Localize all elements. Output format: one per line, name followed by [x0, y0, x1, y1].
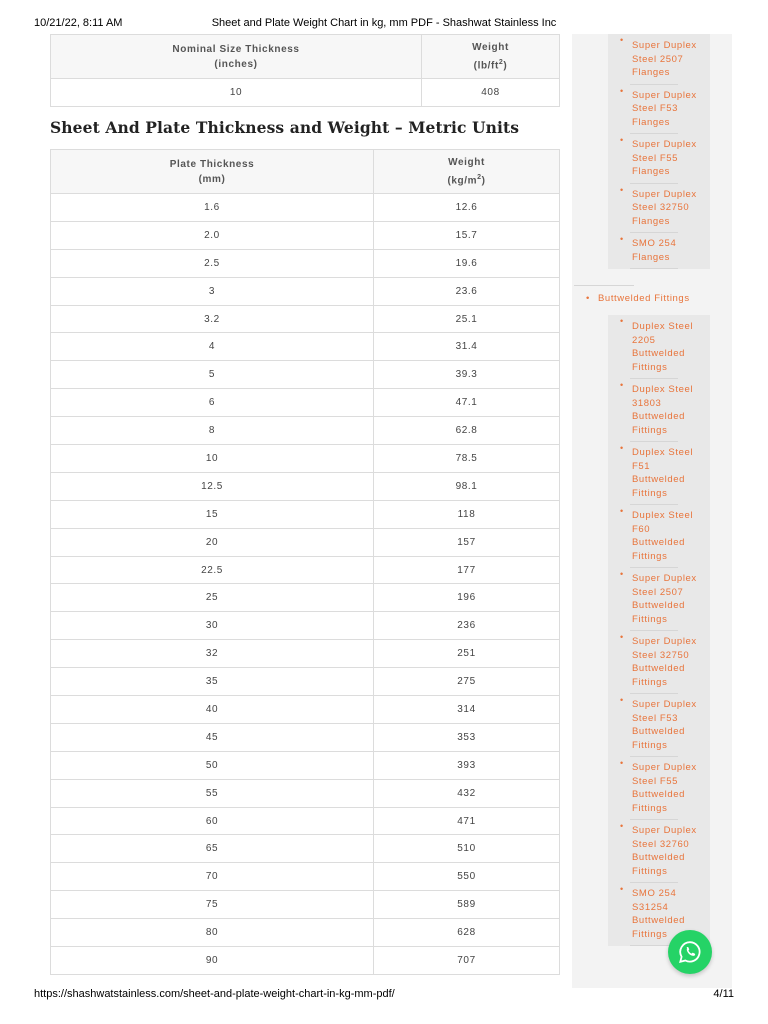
sidebar-link-text: Buttwelded — [632, 789, 686, 800]
table-row — [51, 472, 560, 500]
sidebar-link-text: Buttwelded — [632, 915, 686, 926]
cell-weight: 47.1 — [374, 389, 560, 417]
bullet-icon: • — [620, 758, 624, 768]
bullet-icon: • — [620, 884, 624, 894]
sidebar-link-text: Buttwelded — [632, 852, 686, 863]
cell-weight: 98.1 — [374, 472, 560, 500]
main-column — [36, 34, 572, 988]
cell-weight: 589 — [374, 891, 560, 919]
cell-weight: 408 — [422, 79, 560, 107]
cell-thickness: 35 — [51, 668, 374, 696]
sidebar-link[interactable] — [608, 184, 710, 233]
table-row — [51, 919, 560, 947]
bullet-icon: • — [620, 443, 624, 453]
sidebar-link[interactable] — [608, 233, 710, 268]
cell-thickness: 20 — [51, 528, 374, 556]
cell-thickness: 2.0 — [51, 221, 374, 249]
sidebar-link-text: 31803 — [632, 397, 662, 409]
bullet-icon: • — [620, 135, 624, 145]
sidebar-link-text: Buttwelded — [632, 411, 686, 422]
print-page-number: 4/11 — [713, 988, 734, 1000]
sidebar-link-text: Fittings — [632, 802, 668, 814]
sidebar-link[interactable] — [608, 505, 710, 567]
sidebar-link-text: Flanges — [632, 251, 670, 263]
cell-weight: 23.6 — [374, 277, 560, 305]
cell-weight: 236 — [374, 612, 560, 640]
cell-thickness: 6 — [51, 389, 374, 417]
sidebar-link-text: Fittings — [632, 613, 668, 625]
sidebar-link-text: Fittings — [632, 550, 668, 562]
sidebar-link[interactable] — [608, 379, 710, 441]
table-row — [51, 333, 560, 361]
sidebar-link-text: SMO 254 — [632, 238, 677, 249]
cell-weight: 62.8 — [374, 417, 560, 445]
bullet-icon: • — [620, 821, 624, 831]
sidebar-link-text: Steel 2507 — [632, 586, 684, 598]
cell-weight: 471 — [374, 807, 560, 835]
sidebar-link-text: Fittings — [632, 676, 668, 688]
cell-thickness: 10 — [51, 445, 374, 473]
sidebar-link[interactable] — [608, 757, 710, 819]
sidebar-link[interactable] — [608, 85, 710, 134]
cell-weight: 510 — [374, 835, 560, 863]
sidebar-link-text: Super Duplex — [632, 89, 697, 101]
sidebar-buttweld-sublist — [608, 315, 710, 946]
cell-weight: 118 — [374, 500, 560, 528]
bullet-icon: • — [620, 695, 624, 705]
column-header-weight: Weight $(kg/m^2)$ — [374, 150, 560, 194]
sidebar-link-text: F51 — [632, 460, 651, 472]
sidebar-link-text: Fittings — [632, 865, 668, 877]
cell-weight: 12.6 — [374, 194, 560, 222]
sidebar-link-text: Steel 32760 — [632, 838, 690, 850]
cell-weight: 550 — [374, 863, 560, 891]
sidebar-link-text: Flanges — [632, 215, 670, 227]
cell-thickness: 55 — [51, 779, 374, 807]
column-header-plate-thickness: Plate Thickness (mm) — [51, 150, 374, 194]
table-row — [51, 696, 560, 724]
table-row — [51, 751, 560, 779]
sidebar-link-text: Buttwelded — [632, 537, 686, 548]
bullet-icon: • — [620, 380, 624, 390]
page-content — [36, 34, 732, 988]
sidebar-link-text: Super Duplex — [632, 188, 697, 200]
cell-thickness: 30 — [51, 612, 374, 640]
sidebar-link-text: Steel 32750 — [632, 649, 690, 661]
table-row — [51, 417, 560, 445]
cell-thickness: 22.5 — [51, 556, 374, 584]
cell-weight: 353 — [374, 723, 560, 751]
cell-thickness: 10 — [51, 79, 422, 107]
sidebar-link-text: Buttwelded — [632, 474, 686, 485]
table-row — [51, 305, 560, 333]
bullet-icon: • — [620, 234, 624, 244]
divider — [574, 285, 634, 286]
sidebar-link-text: SMO 254 — [632, 888, 677, 899]
sidebar-link-text: Super Duplex — [632, 139, 697, 150]
cell-weight: 78.5 — [374, 445, 560, 473]
bullet-icon: • — [620, 316, 624, 326]
sidebar-link-text: Duplex Steel — [632, 384, 694, 395]
cell-thickness: 65 — [51, 835, 374, 863]
sidebar-link[interactable] — [608, 442, 710, 504]
sidebar-link[interactable] — [608, 34, 710, 84]
cell-weight: 314 — [374, 696, 560, 724]
metric-section-heading: Sheet And Plate Thickness and Weight – Metric Units — [50, 118, 520, 137]
cell-thickness: 5 — [51, 361, 374, 389]
metric-table-body — [51, 194, 560, 975]
table-header-row — [51, 35, 560, 79]
sidebar-link-text: Fittings — [632, 928, 668, 940]
table-row — [51, 277, 560, 305]
imperial-weight-table — [50, 34, 560, 107]
cell-thickness: 2.5 — [51, 249, 374, 277]
table-row — [51, 79, 560, 107]
table-row — [51, 891, 560, 919]
sidebar-item-buttwelded-fittings[interactable] — [586, 293, 690, 304]
sidebar-item-label: Buttwelded Fittings — [598, 293, 690, 304]
sidebar-link-text: Duplex Steel — [632, 321, 694, 332]
sidebar-link-text: F60 — [632, 523, 651, 535]
table-row — [51, 556, 560, 584]
cell-weight: 157 — [374, 528, 560, 556]
table-row — [51, 500, 560, 528]
sidebar-link-text: Super Duplex — [632, 636, 697, 647]
whatsapp-chat-button[interactable] — [668, 930, 712, 974]
sidebar-link-text: Steel 32750 — [632, 202, 690, 213]
sidebar-link-text: Duplex Steel — [632, 447, 694, 458]
cell-thickness: 70 — [51, 863, 374, 891]
table-row — [51, 445, 560, 473]
sidebar-link-text: Fittings — [632, 424, 668, 436]
table-row — [51, 249, 560, 277]
cell-thickness: 32 — [51, 640, 374, 668]
divider — [630, 268, 678, 269]
sidebar-link-text: Steel F53 — [632, 712, 679, 724]
metric-weight-table — [50, 149, 560, 975]
sidebar-link-text: Steel 2507 — [632, 53, 684, 65]
print-datetime: 10/21/22, 8:11 AM — [34, 17, 123, 29]
table-row — [51, 640, 560, 668]
cell-thickness: 80 — [51, 919, 374, 947]
sidebar-link-text: Steel F53 — [632, 103, 679, 114]
cell-weight: 31.4 — [374, 333, 560, 361]
table-row — [51, 528, 560, 556]
print-header — [0, 0, 768, 34]
cell-thickness: 50 — [51, 751, 374, 779]
sidebar-link[interactable] — [608, 134, 710, 183]
cell-thickness: 15 — [51, 500, 374, 528]
cell-thickness: 40 — [51, 696, 374, 724]
sidebar-link[interactable] — [608, 631, 710, 693]
table-row — [51, 389, 560, 417]
print-page-title: Sheet and Plate Weight Chart in kg, mm PDF - Shashwat Stainless Inc — [211, 17, 557, 29]
bullet-icon: • — [620, 632, 624, 642]
bullet-icon: • — [620, 569, 624, 579]
bullet-icon: • — [620, 85, 624, 96]
table-row — [51, 947, 560, 975]
sidebar-link-text: Steel F55 — [632, 152, 679, 164]
cell-weight: 15.7 — [374, 221, 560, 249]
cell-thickness: 60 — [51, 807, 374, 835]
sidebar-link-text: Buttwelded — [632, 663, 686, 674]
cell-weight: 19.6 — [374, 249, 560, 277]
table-header-row — [51, 150, 560, 194]
cell-weight: 196 — [374, 584, 560, 612]
sidebar-link-text: Fittings — [632, 487, 668, 499]
whatsapp-icon — [678, 940, 702, 964]
cell-thickness: 90 — [51, 947, 374, 975]
sidebar-link-text: 2205 — [632, 334, 656, 346]
table-row — [51, 221, 560, 249]
table-row — [51, 668, 560, 696]
cell-weight: 275 — [374, 668, 560, 696]
column-header-thickness: Nominal Size Thickness (inches) — [51, 35, 422, 79]
print-url: https://shashwatstainless.com/sheet-and-plate-weight-chart-in-kg-mm-pdf/ — [34, 988, 395, 1000]
sidebar-link-text: Flanges — [632, 67, 670, 78]
sidebar-link-text: Super Duplex — [632, 825, 697, 836]
sidebar-link-text: Super Duplex — [632, 762, 697, 773]
sidebar-link-text: Fittings — [632, 739, 668, 751]
bullet-icon: • — [620, 184, 624, 195]
table-row — [51, 807, 560, 835]
cell-weight: 432 — [374, 779, 560, 807]
column-header-weight: Weight $(lb/ft^2)$ — [422, 35, 560, 79]
sidebar-link-text: Buttwelded — [632, 726, 686, 737]
sidebar-link-text: Fittings — [632, 361, 668, 373]
cell-weight: 628 — [374, 919, 560, 947]
cell-thickness: 75 — [51, 891, 374, 919]
sidebar-link-text: Buttwelded — [632, 600, 686, 611]
cell-weight: 39.3 — [374, 361, 560, 389]
table-row — [51, 584, 560, 612]
cell-weight: 25.1 — [374, 305, 560, 333]
table-row — [51, 863, 560, 891]
sidebar-link-text: Super Duplex — [632, 573, 697, 584]
sidebar-link-text: Buttwelded — [632, 348, 686, 359]
sidebar-link-text: S31254 — [632, 901, 669, 913]
sidebar — [572, 34, 732, 988]
cell-thickness: 45 — [51, 723, 374, 751]
sidebar-link-text: Duplex Steel — [632, 510, 694, 521]
sidebar-link-text: Super Duplex — [632, 40, 697, 51]
table-row — [51, 779, 560, 807]
print-footer — [0, 988, 768, 1024]
cell-thickness: 1.6 — [51, 194, 374, 222]
bullet-icon: • — [586, 293, 590, 304]
table-row — [51, 361, 560, 389]
cell-weight: 251 — [374, 640, 560, 668]
cell-weight: 393 — [374, 751, 560, 779]
sidebar-link[interactable] — [608, 568, 710, 630]
cell-thickness: 3.2 — [51, 305, 374, 333]
cell-thickness: 4 — [51, 333, 374, 361]
cell-thickness: 8 — [51, 417, 374, 445]
cell-thickness: 25 — [51, 584, 374, 612]
bullet-icon: • — [620, 35, 624, 45]
table-row — [51, 723, 560, 751]
cell-weight: 707 — [374, 947, 560, 975]
sidebar-flange-sublist — [608, 34, 710, 269]
sidebar-link-text: Super Duplex — [632, 699, 697, 710]
sidebar-link-text: Steel F55 — [632, 775, 679, 787]
cell-thickness: 12.5 — [51, 472, 374, 500]
table-row — [51, 835, 560, 863]
table-row — [51, 194, 560, 222]
sidebar-link-text: Flanges — [632, 166, 670, 177]
sidebar-link[interactable] — [608, 694, 710, 756]
cell-weight: 177 — [374, 556, 560, 584]
table-row — [51, 612, 560, 640]
bullet-icon: • — [620, 506, 624, 516]
sidebar-link[interactable] — [608, 315, 710, 378]
cell-thickness: 3 — [51, 277, 374, 305]
sidebar-link-text: Flanges — [632, 116, 670, 128]
sidebar-link[interactable] — [608, 820, 710, 882]
